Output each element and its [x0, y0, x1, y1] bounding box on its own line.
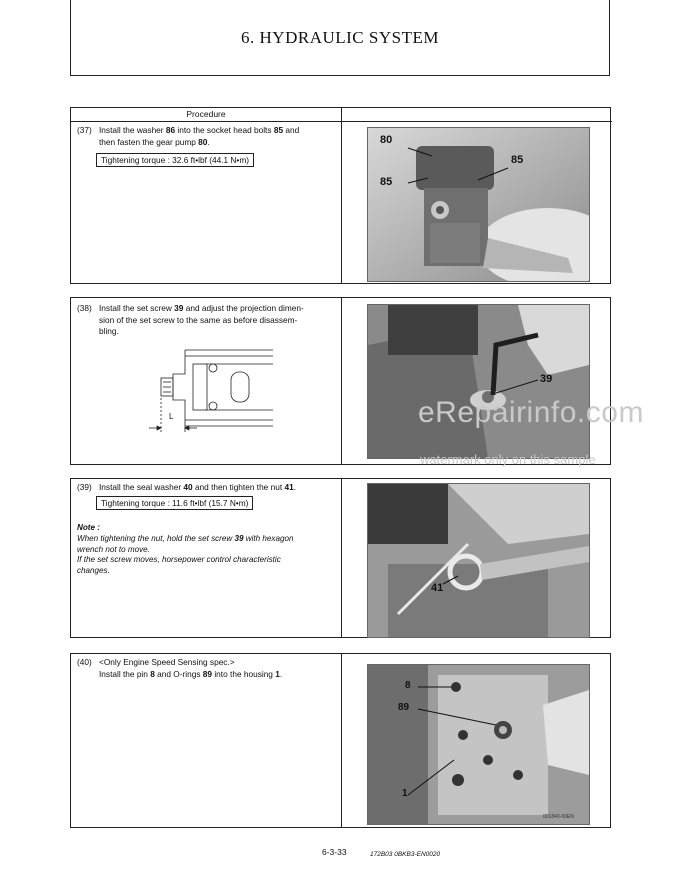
- callout-85: 85: [511, 154, 524, 166]
- procedure-header: Procedure: [71, 108, 341, 122]
- set-screw-diagram: [145, 342, 275, 434]
- document-code: 172B03 0BKB3-EN0020: [370, 851, 441, 858]
- photo-gear-pump: [367, 127, 590, 282]
- callout-85: 85: [380, 176, 393, 188]
- callout-41: 41: [431, 582, 444, 594]
- torque-box: Tightening torque : 32.6 ft•lbf (44.1 N•m): [96, 153, 254, 167]
- callout-89: 89: [398, 702, 410, 713]
- step-39-text: (39) Install the seal washer 40 and then tighten the nut 41.: [77, 482, 296, 492]
- title-box: [70, 0, 610, 76]
- photo-housing: [367, 664, 590, 825]
- dimension-label-l: L: [169, 412, 174, 421]
- watermark-text: eRepairinfo.com: [418, 396, 644, 429]
- step-40: [70, 653, 611, 828]
- callout-1: 1: [402, 788, 408, 799]
- step-37-text: (37) Install the washer 86 into the socket head bolts 85 and then fasten the gear pump 80.: [77, 125, 300, 147]
- watermark-subtext: watermark only on this sample: [420, 452, 596, 467]
- step-38: [70, 297, 611, 465]
- note-block: Note : When tightening the nut, hold the set screw 39 with hexagon wrench not to move. If the set screw moves, horsepower control characteristic changes.: [77, 523, 294, 576]
- page-title: 6. HYDRAULIC SYSTEM: [241, 28, 439, 47]
- step-38-text: (38) Install the set screw 39 and adjust the projection dimen- sion of the set screw to the same as before disassem- bling.: [77, 303, 304, 336]
- torque-box: Tightening torque : 11.6 ft•lbf (15.7 N•m): [96, 496, 253, 510]
- photo-code: 001840-00EN: [543, 814, 574, 820]
- callout-8: 8: [405, 680, 411, 691]
- callout-39: 39: [540, 373, 553, 385]
- page-number: 6-3-33: [322, 847, 347, 857]
- callout-80: 80: [380, 134, 393, 146]
- photo-set-screw: [367, 304, 590, 459]
- step-37: [70, 107, 611, 284]
- step-39: [70, 478, 611, 638]
- photo-nut: [367, 483, 590, 638]
- step-40-text: (40) <Only Engine Speed Sensing spec.> Install the pin 8 and O-rings 89 into the housing 1.: [77, 657, 283, 679]
